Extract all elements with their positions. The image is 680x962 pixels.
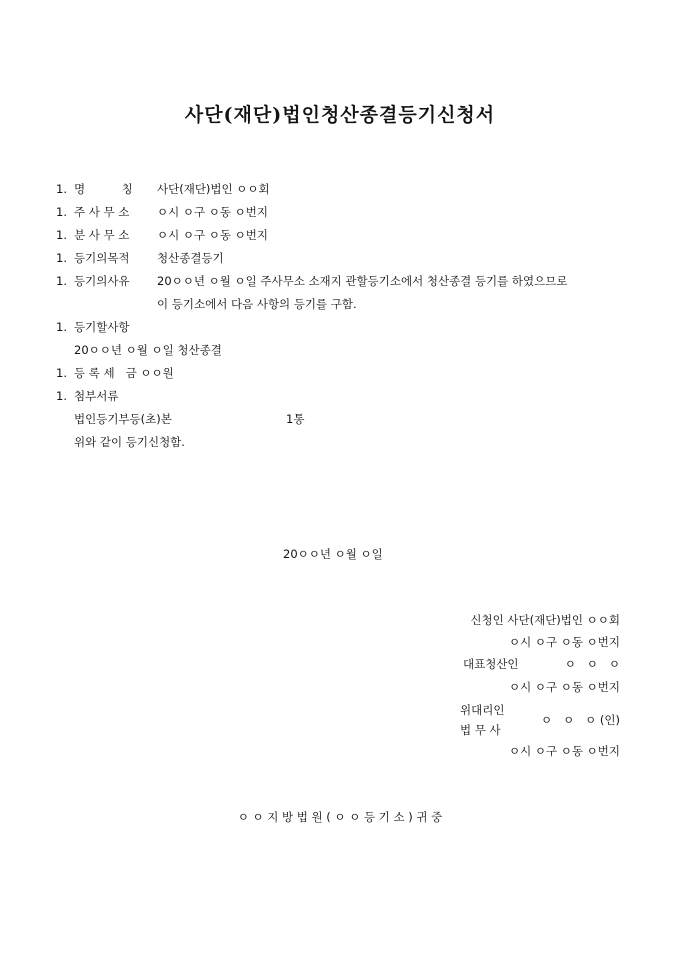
agent-name-seal: ㅇ ㅇ ㅇ (인)	[541, 713, 620, 727]
item-number: 1.	[56, 205, 67, 219]
purpose-value: 청산종결등기	[157, 251, 224, 265]
reason-line-1: 20ㅇㅇ년 ㅇ월 ㅇ일 주사무소 소재지 관할등기소에서 청산종결 등기를 하였으므로	[157, 274, 568, 288]
item-number: 1.	[56, 320, 67, 334]
lawyer-label: 법 무 사	[460, 723, 501, 737]
name-value: 사단(재단)법인 ㅇㅇ회	[157, 182, 270, 196]
branch-office-label: 분 사 무 소	[74, 228, 130, 242]
addressee: ㅇ ㅇ 지 방 법 원 ( ㅇ ㅇ 등 기 소 ) 귀 중	[237, 810, 443, 824]
closing-statement: 위와 같이 등기신청함.	[74, 435, 185, 449]
representative-name: ㅇ ㅇ ㅇ	[564, 657, 620, 671]
agent-address: ㅇ시 ㅇ구 ㅇ동 ㅇ번지	[509, 744, 620, 758]
matters-value: 20ㅇㅇ년 ㅇ월 ㅇ일 청산종결	[74, 343, 222, 357]
document-title: 사단(재단)법인청산종결등기신청서	[184, 104, 496, 126]
attachments-label: 첨부서류	[74, 389, 119, 403]
applicant-name: 신청인 사단(재단)법인 ㅇㅇ회	[470, 613, 620, 627]
item-number: 1.	[56, 274, 67, 288]
applicant-address: ㅇ시 ㅇ구 ㅇ동 ㅇ번지	[509, 635, 620, 649]
reason-line-2: 이 등기소에서 다음 사항의 등기를 구함.	[157, 297, 357, 311]
purpose-label: 등기의목적	[74, 251, 130, 265]
item-number: 1.	[56, 182, 67, 196]
agent-label: 위대리인	[460, 703, 505, 717]
item-number: 1.	[56, 228, 67, 242]
matters-label: 등기할사항	[74, 320, 130, 334]
item-number: 1.	[56, 366, 67, 380]
application-date: 20ㅇㅇ년 ㅇ월 ㅇ일	[283, 547, 383, 561]
main-office-value: ㅇ시 ㅇ구 ㅇ동 ㅇ번지	[157, 205, 268, 219]
main-office-label: 주 사 무 소	[74, 205, 130, 219]
item-number: 1.	[56, 251, 67, 265]
representative-address: ㅇ시 ㅇ구 ㅇ동 ㅇ번지	[509, 680, 620, 694]
representative-label: 대표청산인	[463, 657, 519, 671]
attachment-document: 법인등기부등(초)본	[74, 412, 172, 426]
name-label: 명 칭	[74, 182, 133, 196]
reason-label: 등기의사유	[74, 274, 130, 288]
registration-tax: 등 록 세 금 ㅇㅇ원	[74, 366, 174, 380]
item-number: 1.	[56, 389, 67, 403]
attachment-count: 1통	[286, 412, 305, 426]
branch-office-value: ㅇ시 ㅇ구 ㅇ동 ㅇ번지	[157, 228, 268, 242]
